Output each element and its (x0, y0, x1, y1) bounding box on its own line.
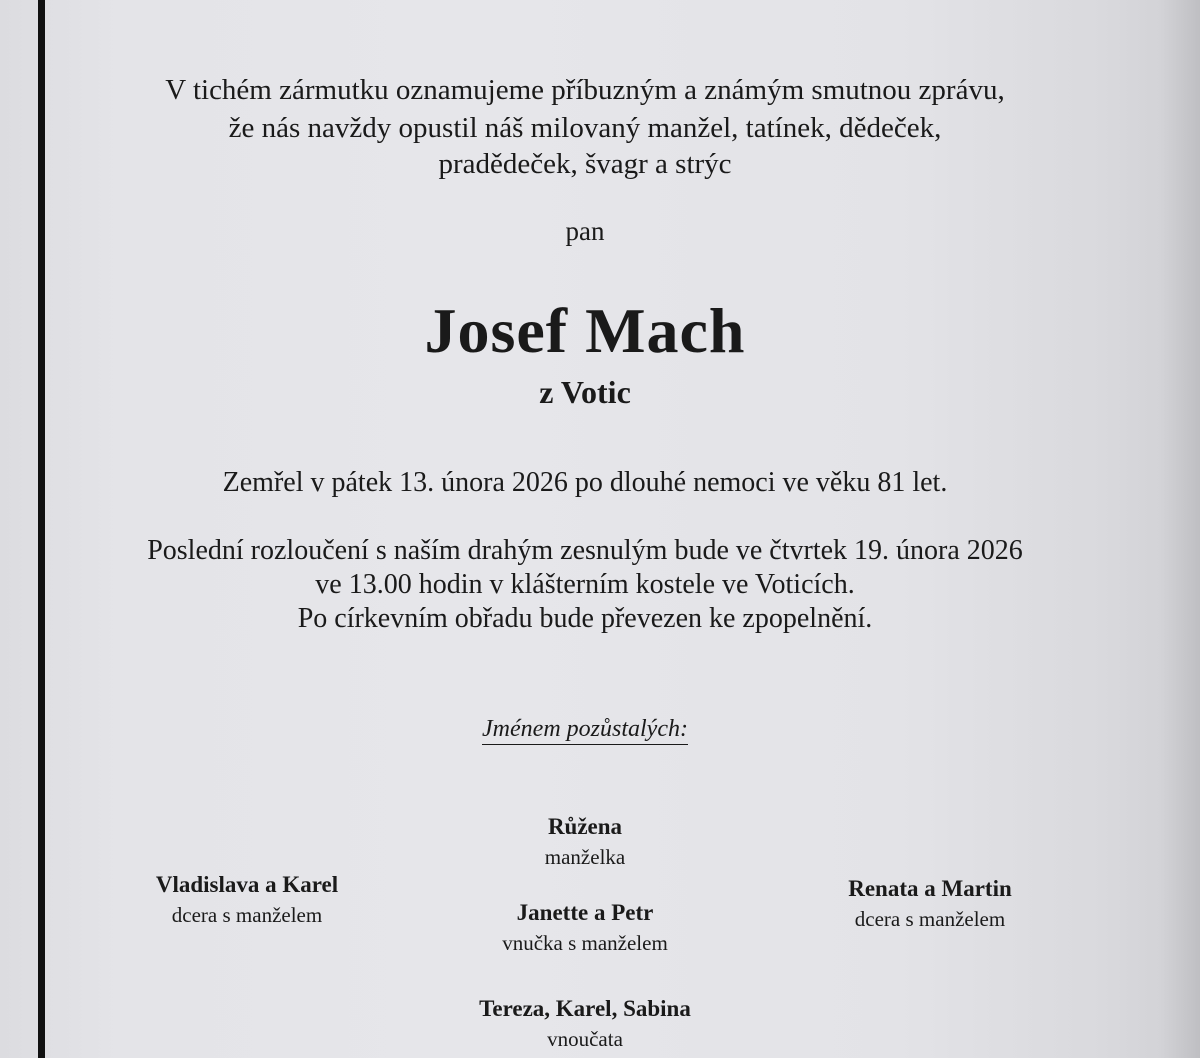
mourner-name: Renata a Martin (848, 876, 1012, 901)
farewell-line-3: Po církevním obřadu bude převezen ke zpopelnění. (297, 603, 873, 634)
on-behalf-text: Jménem pozůstalých: (482, 716, 688, 745)
mourner-relation: vnoučata (547, 1027, 623, 1051)
farewell-line-2: ve 13.00 hodin v klášterním kostele ve Voticích. (315, 569, 855, 600)
mourner-relation: vnučka s manželem (502, 931, 668, 955)
intro-line-1: V tichém zármutku oznamujeme příbuzným a známým smutnou zprávu, (165, 74, 1005, 106)
deceased-name: Josef Mach (424, 295, 746, 366)
mourner-name: Růžena (547, 814, 623, 839)
mourner-grandchildren (385, 994, 785, 1054)
honorific: pan (565, 216, 605, 246)
death-announcement: Zemřel v pátek 13. února 2026 po dlouhé nemoci ve věku 81 let. (222, 467, 948, 498)
deceased-origin: z Votic (539, 374, 631, 410)
mourner-name: Tereza, Karel, Sabina (479, 996, 691, 1021)
mourner-name: Vladislava a Karel (155, 872, 339, 897)
mourner-name: Janette a Petr (516, 900, 654, 925)
mourner-relation: manželka (544, 845, 626, 869)
intro-line-3: pradědeček, švagr a strýc (438, 148, 732, 180)
mourner-relation: dcera s manželem (171, 903, 323, 927)
mourner-daughter-right (730, 874, 1130, 934)
mourner-spouse (385, 812, 785, 872)
mourner-granddaughter (385, 898, 785, 958)
intro-line-2: že nás navždy opustil náš milovaný manžel, tatínek, dědeček, (228, 112, 942, 144)
mourner-relation: dcera s manželem (854, 907, 1006, 931)
on-behalf-label (0, 716, 1170, 743)
farewell-line-1: Poslední rozloučení s naším drahým zesnulým bude ve čtvrtek 19. února 2026 (147, 535, 1023, 566)
